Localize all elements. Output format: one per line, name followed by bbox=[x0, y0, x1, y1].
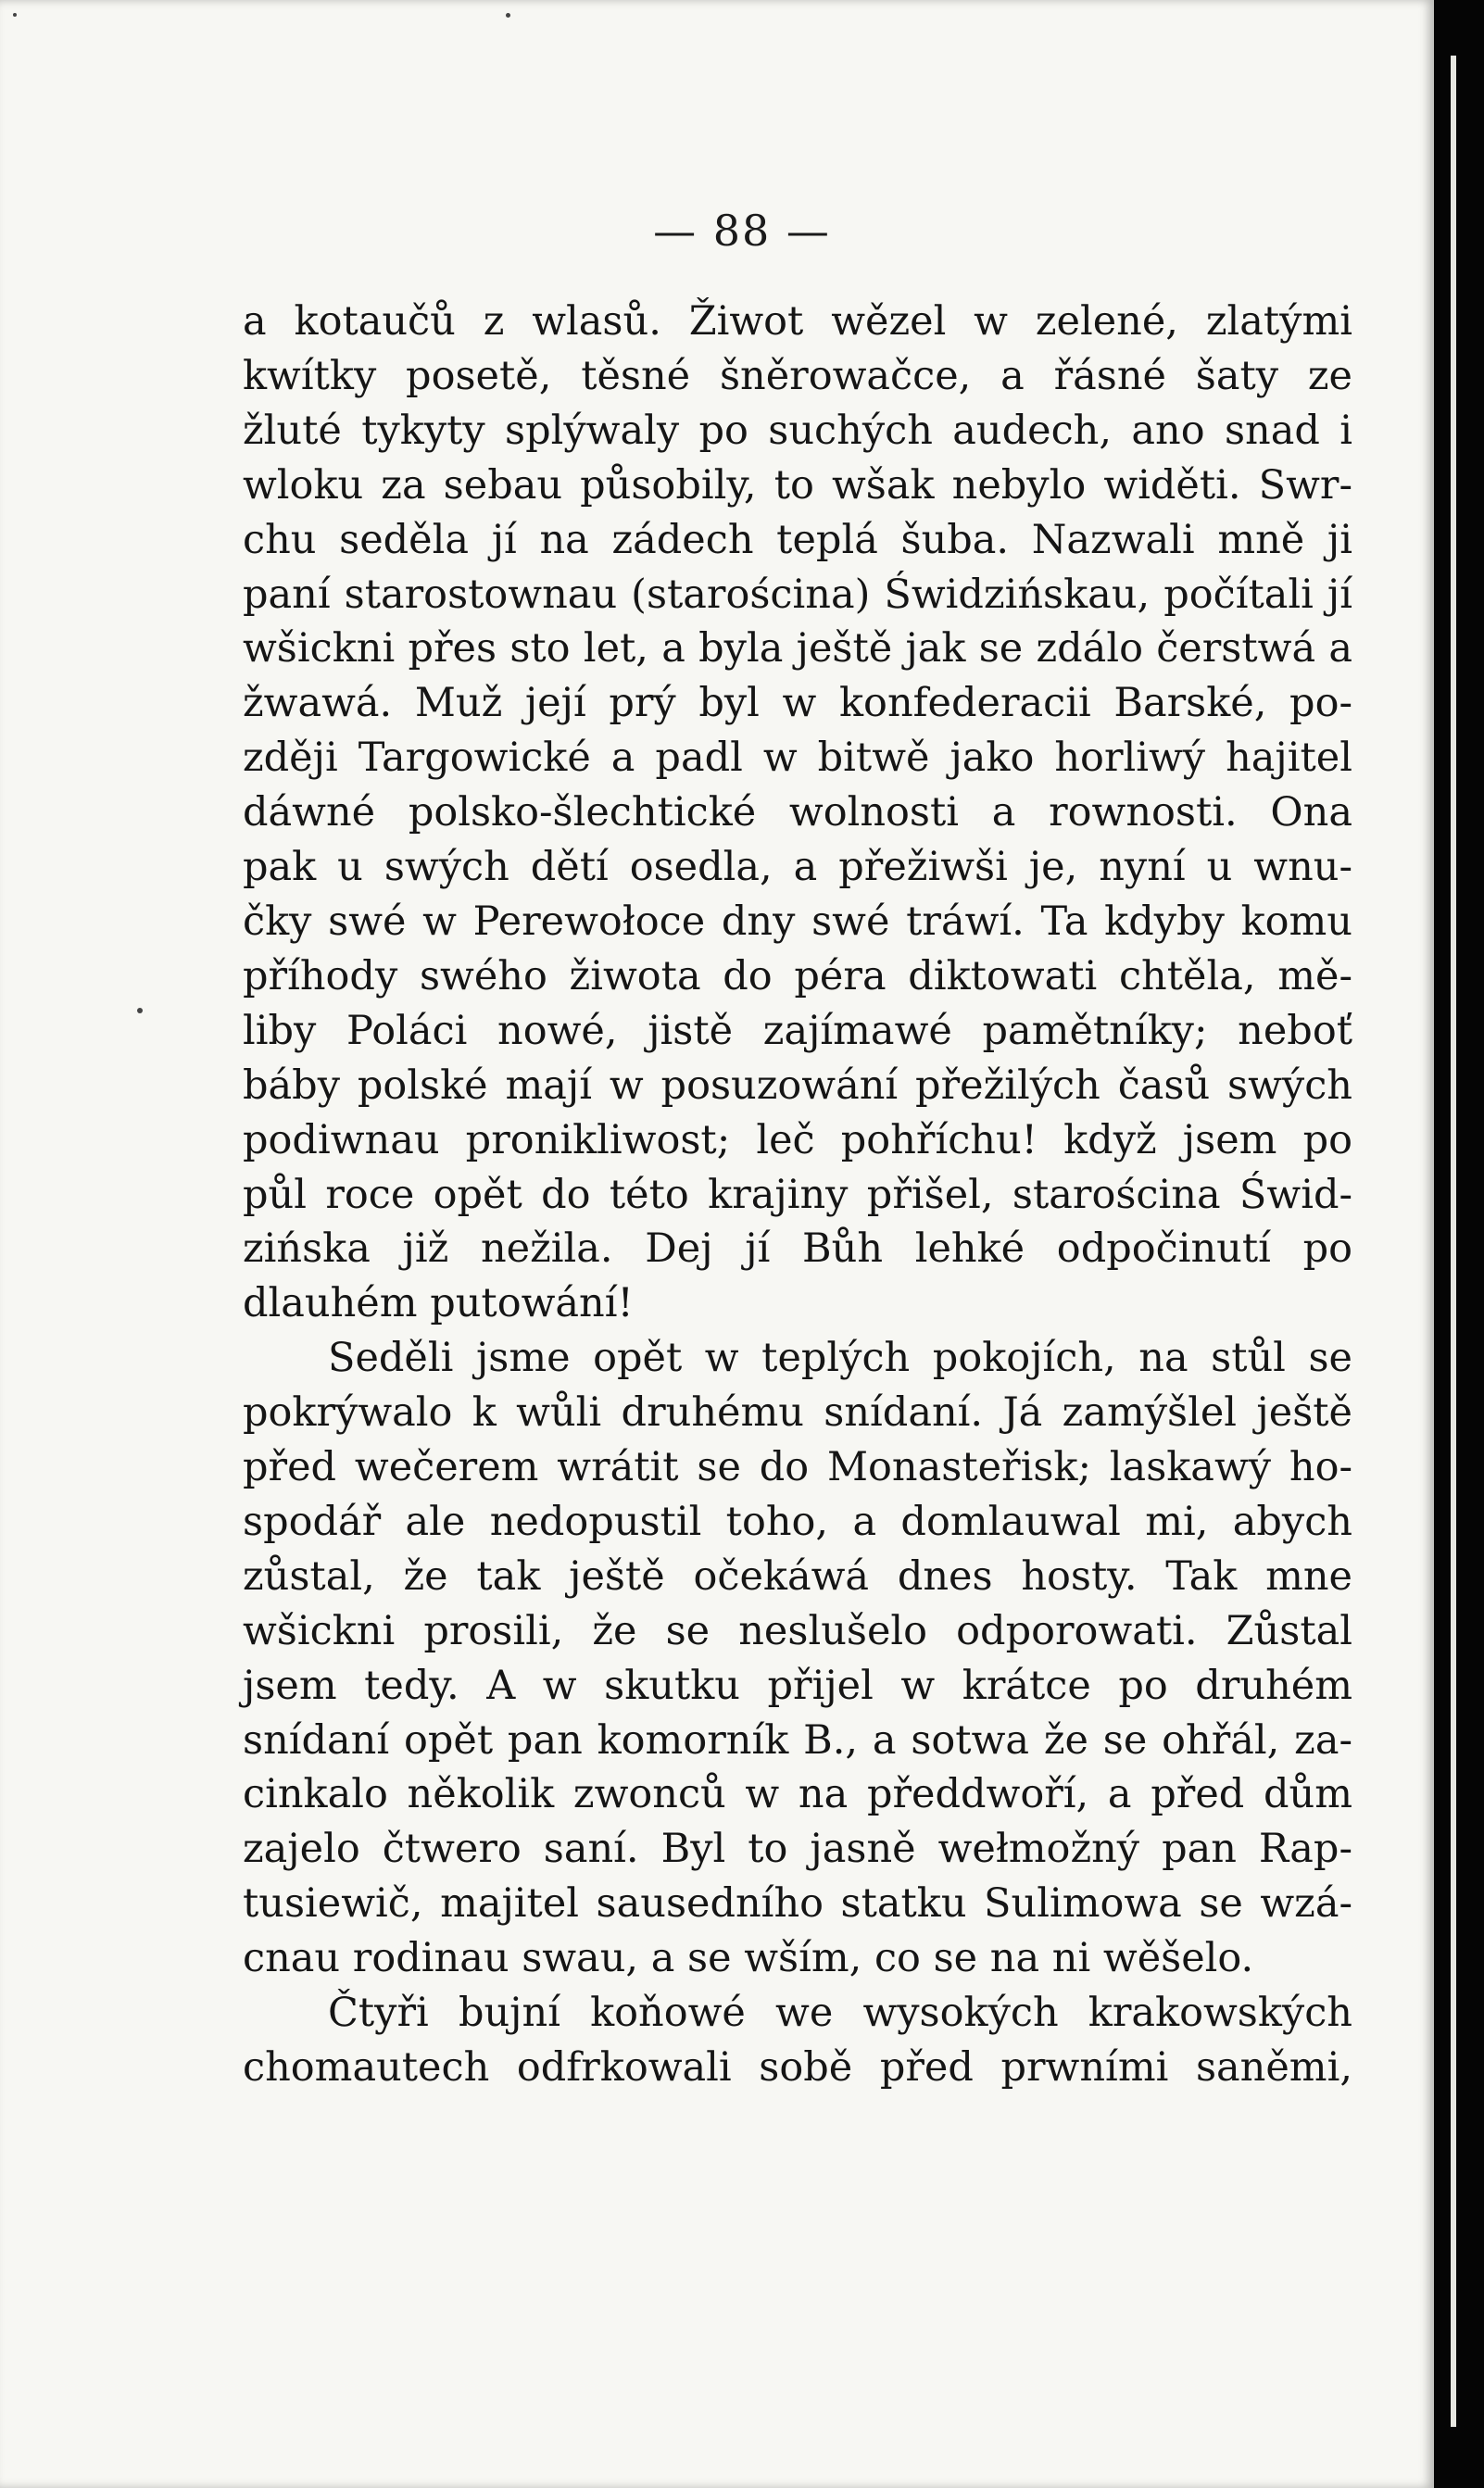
text-line: kwítky posetě, těsné šněrowačce, a řásné šaty ze bbox=[243, 352, 1352, 399]
page-edge bbox=[1434, 0, 1484, 2488]
text-line: zději Targowické a padl w bitwě jako horliwý hajitel bbox=[243, 735, 1352, 782]
text-line: chu seděla jí na zádech teplá šuba. Nazwali mně ji bbox=[243, 516, 1352, 563]
speck bbox=[13, 13, 17, 17]
text-line: Seděli jsme opět w teplých pokojích, na stůl se bbox=[328, 1335, 1352, 1382]
text-line: zińska již nežila. Dej jí Bůh lehké odpočinutí po bbox=[243, 1225, 1352, 1273]
text-line: čky swé w Perewołoce dny swé tráwí. Ta kdyby komu bbox=[243, 898, 1352, 945]
speck bbox=[506, 13, 510, 18]
text-line: cnau rodinau swau, a se wším, co se na ni wěšelo. bbox=[243, 1935, 1254, 1982]
text-line: pak u swých dětí osedla, a přežiwši je, nyní u wnu- bbox=[243, 844, 1352, 891]
body-text bbox=[243, 295, 1352, 2095]
speck bbox=[137, 1008, 143, 1013]
text-line: dlauhém putowání! bbox=[243, 1280, 634, 1327]
text-line: žwawá. Muž její prý byl w konfederacii Barské, po- bbox=[243, 680, 1352, 727]
text-line: dáwné polsko-šlechtické wolnosti a rownosti. Ona bbox=[243, 789, 1352, 836]
text-line: chomautech odfrkowali sobě před prwními saněmi, bbox=[243, 2044, 1352, 2091]
text-line: tusiewič, majitel sausedního statku Sulimowa se wzá- bbox=[243, 1880, 1352, 1928]
text-line: spodář ale nedopustil toho, a domlauwal mi, abych bbox=[243, 1498, 1352, 1545]
text-line: pokrýwalo k wůli druhému snídaní. Já zamýšlel ještě bbox=[243, 1389, 1352, 1437]
text-line: zůstal, že tak ještě očekáwá dnes hosty. Tak mne bbox=[243, 1552, 1352, 1600]
text-line: báby polské mají w posuzowání přežilých časů swých bbox=[243, 1062, 1352, 1109]
text-line: příhody swého žiwota do péra diktowati chtěla, mě- bbox=[243, 952, 1352, 999]
text-line: jsem tedy. A w skutku přijel w krátce po druhém bbox=[243, 1662, 1352, 1709]
text-line: wloku za sebau působily, to wšak nebylo widěti. Swr- bbox=[243, 461, 1352, 509]
text-line: cinkalo několik zwonců w na předdwoří, a před dům bbox=[243, 1771, 1352, 1818]
page-edge-strip bbox=[1451, 56, 1456, 2427]
text-line: snídaní opět pan komorník B., a sotwa že se ohřál, za- bbox=[243, 1716, 1352, 1764]
text-line: a kotaučů z wlasů. Žiwot wězel w zelené, zlatými bbox=[243, 298, 1352, 345]
text-line: wšickni prosili, že se neslušelo odporowati. Zůstal bbox=[243, 1607, 1352, 1654]
text-line: před wečerem wrátit se do Monasteřisk; laskawý ho- bbox=[243, 1444, 1352, 1491]
text-line: půl roce opět do této krajiny přišel, starościna Świd- bbox=[243, 1171, 1352, 1218]
text-line: paní starostownau (starościna) Świdzińskau, počítali jí bbox=[243, 571, 1352, 618]
text-line: wšickni přes sto let, a byla ještě jak se zdálo čerstwá a bbox=[243, 625, 1352, 672]
text-line: zajelo čtwero saní. Byl to jasně wełmožný pan Rap- bbox=[243, 1826, 1352, 1873]
text-line: liby Poláci nowé, jistě zajímawé pamětníky; neboť bbox=[243, 1007, 1352, 1054]
text-line: podiwnau pronikliwost; leč pohříchu! když jsem po bbox=[243, 1116, 1352, 1163]
text-line: žluté tykyty splýwaly po suchých audech, ano snad i bbox=[243, 407, 1352, 454]
text-line: Čtyři bujní koňowé we wysokých krakowských bbox=[328, 1990, 1352, 2037]
page-number: — 88 — bbox=[653, 206, 831, 256]
